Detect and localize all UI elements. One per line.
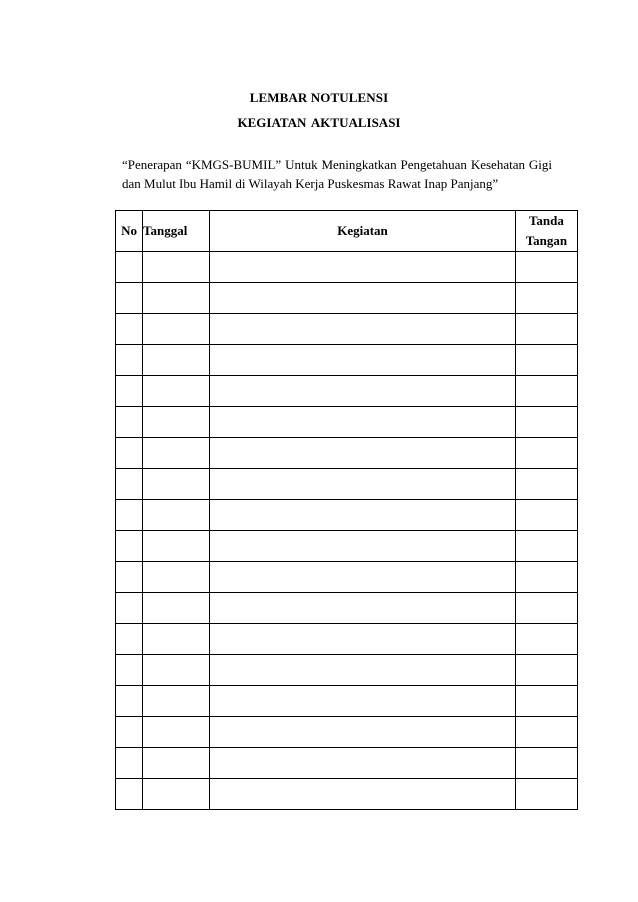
cell-tanda bbox=[515, 593, 577, 624]
cell-kegiatan bbox=[210, 717, 516, 748]
cell-tanggal bbox=[143, 500, 210, 531]
cell-tanggal bbox=[143, 748, 210, 779]
cell-tanggal bbox=[143, 407, 210, 438]
document-subtitle-heading: KEGIATAN AKTUALISASI bbox=[237, 115, 401, 130]
cell-no bbox=[116, 779, 143, 810]
cell-tanda bbox=[515, 624, 577, 655]
table-row bbox=[116, 252, 578, 283]
cell-tanggal bbox=[143, 252, 210, 283]
cell-no bbox=[116, 655, 143, 686]
cell-tanda bbox=[515, 283, 577, 314]
cell-tanda bbox=[515, 655, 577, 686]
table-row bbox=[116, 283, 578, 314]
cell-tanggal bbox=[143, 655, 210, 686]
header-tanggal: Tanggal bbox=[143, 211, 210, 252]
cell-no bbox=[116, 314, 143, 345]
cell-no bbox=[116, 252, 143, 283]
table-row bbox=[116, 624, 578, 655]
table-row bbox=[116, 686, 578, 717]
cell-tanda bbox=[515, 779, 577, 810]
cell-tanda bbox=[515, 407, 577, 438]
cell-kegiatan bbox=[210, 531, 516, 562]
table-row bbox=[116, 562, 578, 593]
cell-kegiatan bbox=[210, 283, 516, 314]
cell-tanda bbox=[515, 314, 577, 345]
header-no: No bbox=[116, 211, 143, 252]
cell-tanda bbox=[515, 717, 577, 748]
cell-no bbox=[116, 748, 143, 779]
table-row bbox=[116, 779, 578, 810]
cell-kegiatan bbox=[210, 779, 516, 810]
cell-kegiatan bbox=[210, 345, 516, 376]
cell-kegiatan bbox=[210, 624, 516, 655]
cell-tanggal bbox=[143, 779, 210, 810]
cell-tanggal bbox=[143, 686, 210, 717]
cell-tanda bbox=[515, 252, 577, 283]
cell-kegiatan bbox=[210, 562, 516, 593]
cell-tanggal bbox=[143, 562, 210, 593]
cell-kegiatan bbox=[210, 748, 516, 779]
notulen-table bbox=[115, 210, 578, 810]
cell-no bbox=[116, 531, 143, 562]
cell-tanggal bbox=[143, 376, 210, 407]
table-row bbox=[116, 593, 578, 624]
cell-no bbox=[116, 376, 143, 407]
cell-tanda bbox=[515, 562, 577, 593]
cell-tanda bbox=[515, 376, 577, 407]
cell-tanggal bbox=[143, 531, 210, 562]
table-row bbox=[116, 345, 578, 376]
cell-no bbox=[116, 500, 143, 531]
cell-kegiatan bbox=[210, 469, 516, 500]
cell-no bbox=[116, 469, 143, 500]
table-row bbox=[116, 748, 578, 779]
cell-kegiatan bbox=[210, 376, 516, 407]
header-tanda-tangan bbox=[515, 211, 577, 252]
cell-tanda bbox=[515, 500, 577, 531]
cell-kegiatan bbox=[210, 500, 516, 531]
cell-kegiatan bbox=[210, 686, 516, 717]
cell-kegiatan bbox=[210, 655, 516, 686]
cell-kegiatan bbox=[210, 407, 516, 438]
description-line-2: dan Mulut Ibu Hamil di Wilayah Kerja Puskesmas Rawat Inap Panjang” bbox=[122, 176, 499, 191]
description-line-1: “Penerapan “KMGS-BUMIL” Untuk Meningkatkan Pengetahuan Kesehatan Gigi bbox=[122, 157, 552, 172]
activity-description bbox=[122, 155, 552, 193]
header-kegiatan: Kegiatan bbox=[210, 211, 516, 252]
cell-kegiatan bbox=[210, 438, 516, 469]
cell-no bbox=[116, 593, 143, 624]
table-row bbox=[116, 655, 578, 686]
cell-tanda bbox=[515, 686, 577, 717]
table-row bbox=[116, 500, 578, 531]
table-row bbox=[116, 717, 578, 748]
cell-no bbox=[116, 438, 143, 469]
cell-kegiatan bbox=[210, 252, 516, 283]
table-row bbox=[116, 376, 578, 407]
cell-kegiatan bbox=[210, 314, 516, 345]
cell-tanda bbox=[515, 438, 577, 469]
table-body bbox=[116, 252, 578, 810]
table-header-row bbox=[116, 211, 578, 252]
cell-tanda bbox=[515, 469, 577, 500]
cell-no bbox=[116, 283, 143, 314]
cell-no bbox=[116, 686, 143, 717]
cell-tanggal bbox=[143, 624, 210, 655]
table-row bbox=[116, 531, 578, 562]
table-row bbox=[116, 314, 578, 345]
cell-tanggal bbox=[143, 283, 210, 314]
cell-tanda bbox=[515, 345, 577, 376]
cell-no bbox=[116, 407, 143, 438]
cell-no bbox=[116, 717, 143, 748]
document-title: LEMBAR NOTULENSI bbox=[249, 90, 389, 105]
table-row bbox=[116, 407, 578, 438]
table-row bbox=[116, 438, 578, 469]
cell-tanggal bbox=[143, 469, 210, 500]
cell-kegiatan bbox=[210, 593, 516, 624]
cell-tanggal bbox=[143, 345, 210, 376]
cell-tanggal bbox=[143, 593, 210, 624]
header-tanda-line2: Tangan bbox=[525, 233, 568, 248]
header-tanda-line1: Tanda bbox=[528, 213, 564, 228]
cell-no bbox=[116, 345, 143, 376]
cell-tanggal bbox=[143, 438, 210, 469]
cell-no bbox=[116, 624, 143, 655]
cell-tanggal bbox=[143, 717, 210, 748]
cell-tanggal bbox=[143, 314, 210, 345]
table-row bbox=[116, 469, 578, 500]
cell-no bbox=[116, 562, 143, 593]
cell-tanda bbox=[515, 748, 577, 779]
cell-tanda bbox=[515, 531, 577, 562]
